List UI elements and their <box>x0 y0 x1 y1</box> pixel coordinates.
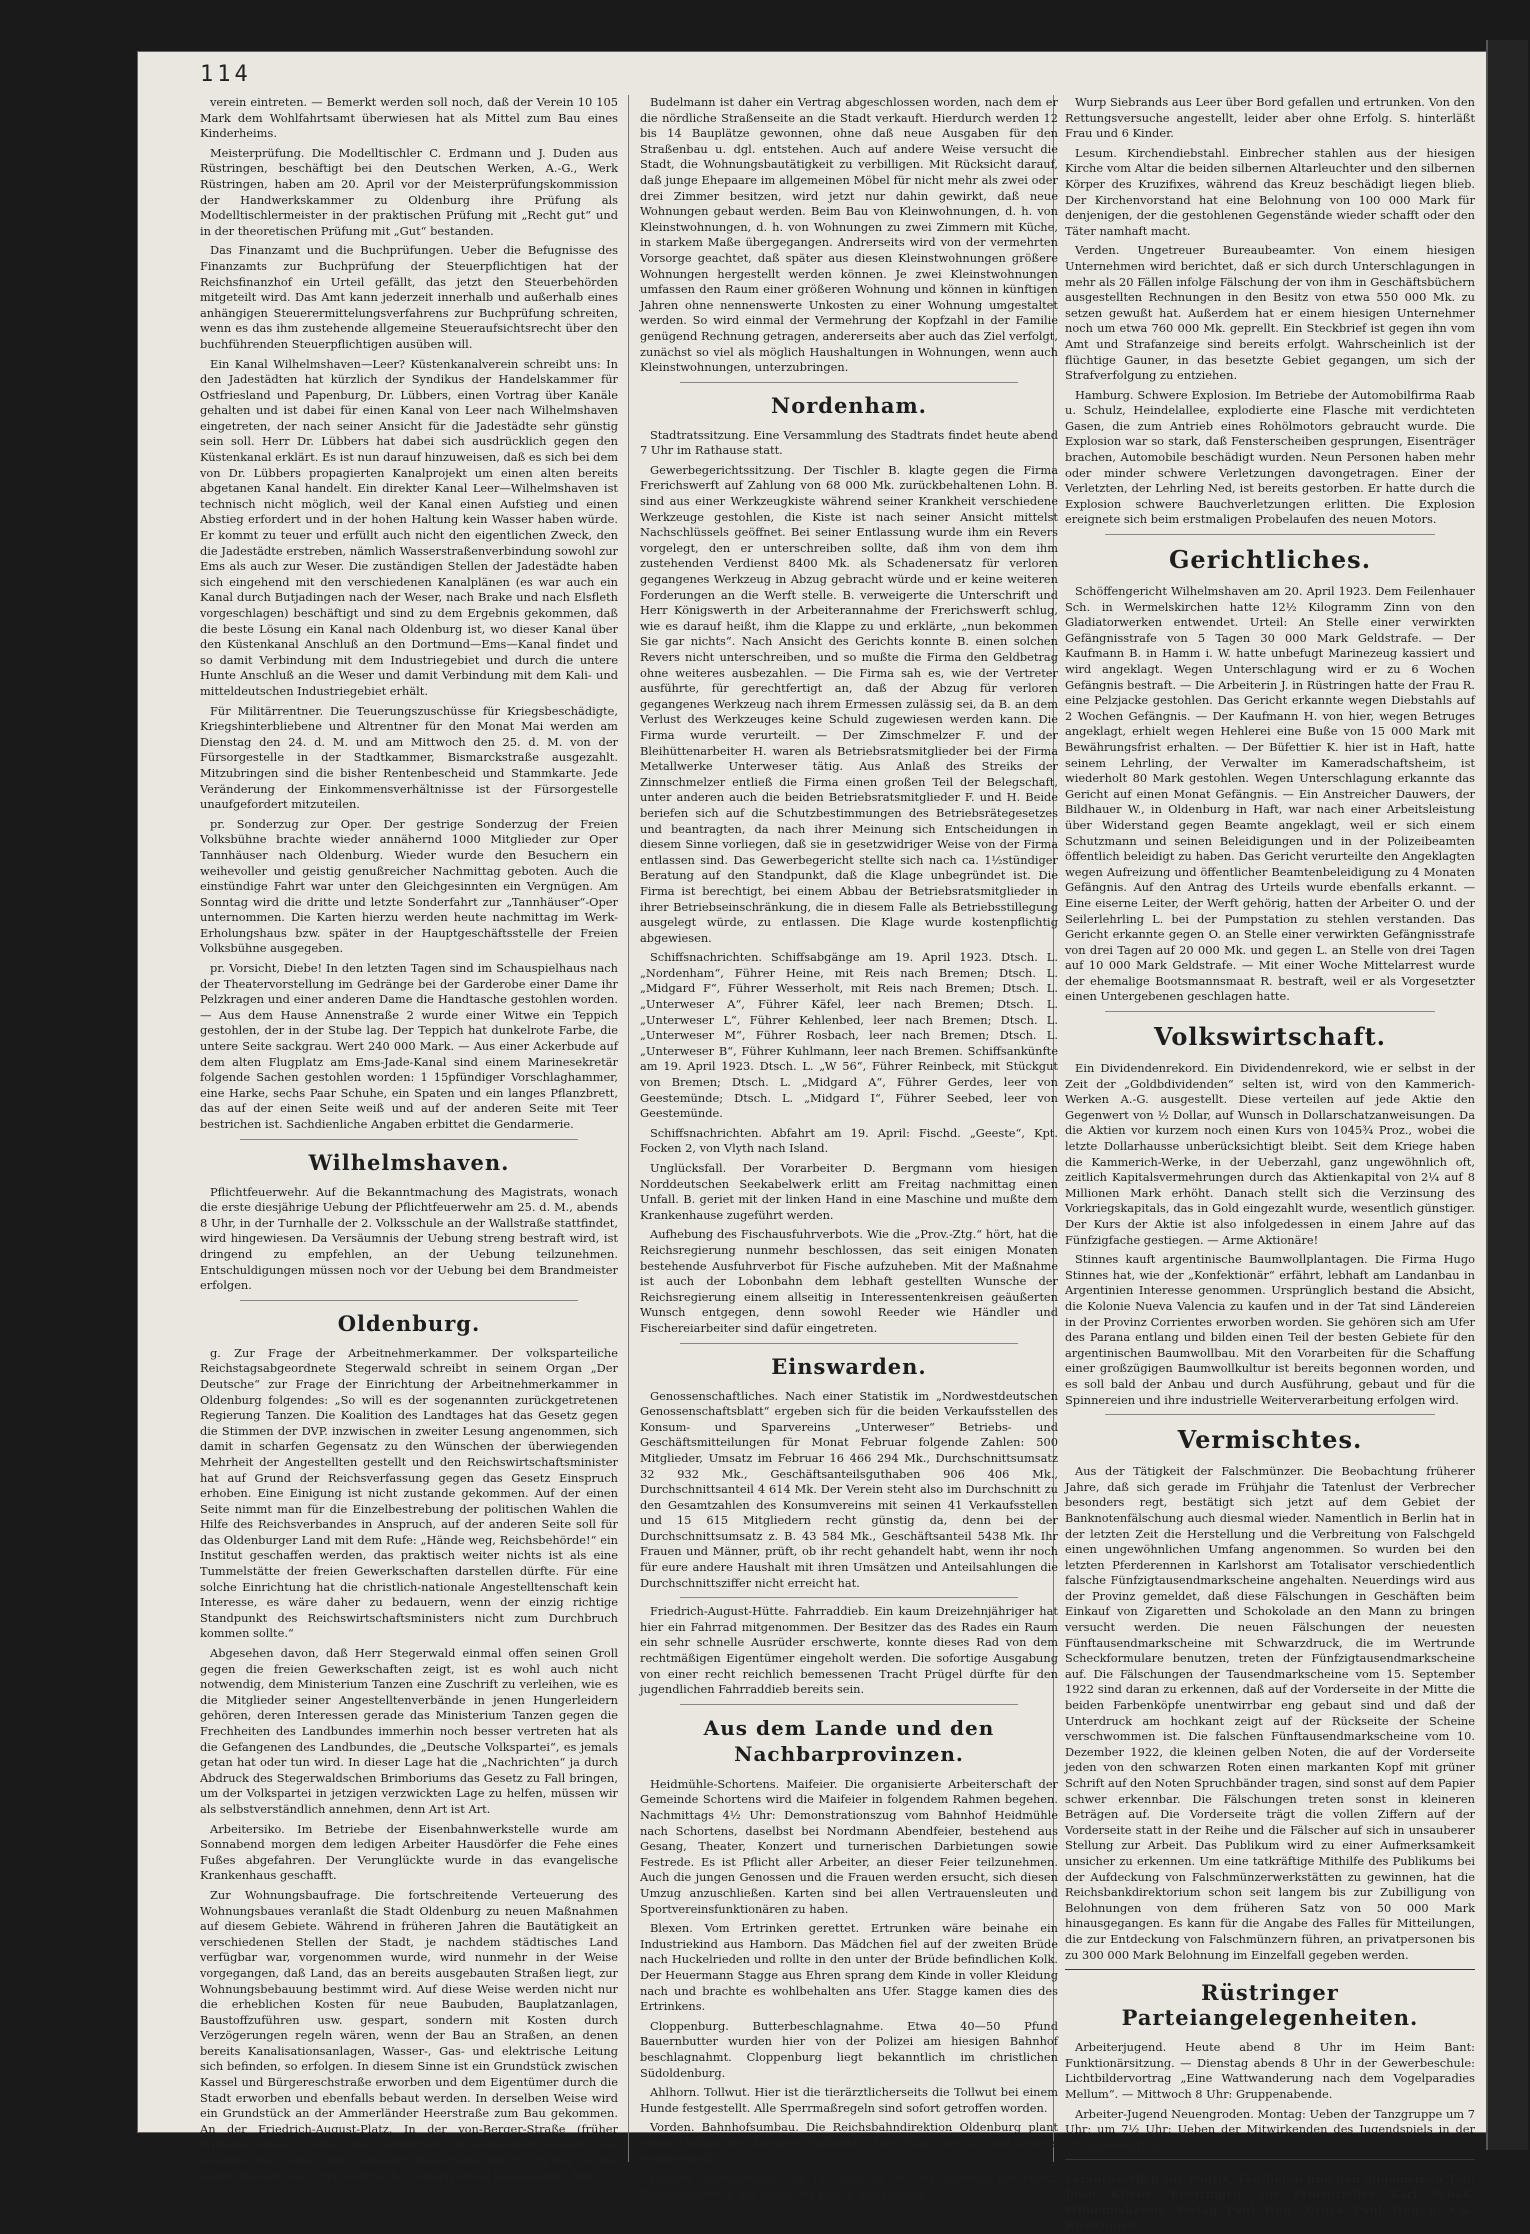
article-arbeitnehmerkammer: g. Zur Frage der Arbeitnehmerkammer. Der volksparteiliche Reichstagsabgeordnete Stegerwald schreibt in seinem Organ „Der Deutsche“ zur Frage der Einrichtung der Arbeitnehmerkammer in Oldenburg folgendes: „So will es der sogenannten zurückgetretenen Regierung Tanzen. Die Koalition des Landtages hat das Gesetz gegen die Stimmen der DVP. inzwischen in zweiter Lesung angenommen, sich damit in scharfen Gegensatz zu den Wünschen der überwiegenden Mehrheit der Angestellten gestellt und den Reichswirtschaftsminister hat auf Grund der Reichsverfassung gegen das Gesetz Einspruch erhoben. Eine Einigung ist nicht zustande gekommen. Auf der einen Seite nimmt man für die Einzelbestrebung der politischen Wahlen die Hilfe des Reichsverbandes in Anspruch, auf der anderen Seite soll für das Oldenburger Land mit dem Rufe: „Hände weg, Reichsbehörde!“ ein Institut geschaffen werden, das praktisch weiter nichts ist als eine Tummelstätte der freien Gewerkschaften darstellen dürfte. Für eine solche Einrichtung hat die christlich-nationale Angestelltenschaft kein Interesse, es wäre daher zu bedauern, wenn der einzig richtige Standpunkt des Reichswirtschaftsministers nicht zum Durchbruch kommen sollte.“ <box>200 1345 618 1641</box>
column-1 <box>200 95 618 2182</box>
article-verden: Verden. Ungetreuer Bureaubeamter. Von einem hiesigen Unternehmen wird berichtet, daß er sich durch Unterschlagungen in mehr als 20 Fällen infolge Fälschung der von ihm in Geschäftsbüchern ausgestellten Rechnungen in den Besitz von etwa 550 000 Mk. zu setzen gewußt hat. Außerdem hat er einem hiesigen Unternehmer noch um etwa 760 000 Mk. geprellt. Ein Steckbrief ist gegen ihn vom Amt und Strafanzeige sind bereits erfolgt. Wahrscheinlich ist der flüchtige Gauner, in das besetzte Gebiet gegangen, um sich der Strafverfolgung zu entziehen. <box>1065 243 1475 383</box>
heading-nordenham: Nordenham. <box>771 392 927 418</box>
article-militaerrentner: Für Militärrentner. Die Teuerungszuschüsse für Kriegsbeschädigte, Kriegshinterbliebene und Altrentner für den Monat Mai werden am Dienstag den 24. d. M. und am Mittwoch den 25. d. M. von der Fürsorgestelle in der Stadtkammer, Bismarckstraße ausgezahlt. Mitzubringen sind die bisher Rentenbescheid und Stammkarte. Jede Veränderung der Einkommensverhältnisse ist der Fürsorgestelle unaufgefordert mitzuteilen. <box>200 703 618 812</box>
article-neuengroden: Arbeiter-Jugend Neuengroden. Montag: Ueben der Tanzgruppe um 7 Uhr; um 7½ Uhr: Ueben der Mitwirkenden des Jugendspiels in der „Nordseestation“. <box>1065 2106 1475 2152</box>
separator <box>240 1300 578 1301</box>
heading-parteiangelegenheiten: Rüstringer Parteiangelegenheiten. <box>1121 1980 1419 2031</box>
heading-einswarden: Einswarden. <box>771 1353 927 1379</box>
article-schiffsnachrichten: Schiffsnachrichten. Schiffsabgänge am 19. April 1923. Dtsch. L. „Nordenham“, Führer Heine, mit Reis nach Bremen; Dtsch. L. „Midgard F“, Führer Wesserholt, mit Reis nach Bremen; Dtsch. L. „Unterweser A“, Führer Käfel, leer nach Bremen; Dtsch. L. „Unterweser L“, Führer Kehlenbed, leer nach Bremen; Dtsch. L. „Unterweser M“, Führer Rosbach, leer nach Bremen; Dtsch. L. „Unterweser B“, Führer Kuhlmann, leer nach Bremen. Schiffsankünfte am 19. April 1923. Dtsch. L. „W 56“, Führer Reinbeck, mit Stückgut von Bremen; Dtsch. L. „Midgard A“, Führer Gerdes, leer von Geestemünde; Dtsch. L. „Midgard I“, Führer Seebed, leer von Geestemünde. <box>640 950 1058 1121</box>
article-finanzamt: Das Finanzamt und die Buchprüfungen. Ueber die Befugnisse des Finanzamts zur Buchprüfung der Steuerpflichtigen hat der Reichsfinanzhof ein Urteil gefällt, das jetzt den Steuerbehörden mitgeteilt wird. Das Amt kann jederzeit innerhalb und außerhalb eines anhängigen Steuerermittelungsverfahrens zur Buchprüfung schreiten, wenn es das ihm zustehende allgemeine Steueraufsichtsrecht über den buchführenden Steuerpflichtigen ausüben will. <box>200 243 618 351</box>
article-verein: verein eintreten. — Bemerkt werden soll noch, daß der Verein 10 105 Mark dem Wohlfahrtsamt überwiesen hat als Mittel zum Bau eines Kinderheims. <box>200 95 618 141</box>
heading-vermischtes: Vermischtes. <box>1177 1425 1363 1455</box>
article-meisterpruefung: Meisterprüfung. Die Modelltischler C. Erdmann und J. Duden aus Rüstringen, beschäftigt bei den Deutschen Werken, A.-G., Werk Rüstringen, haben am 20. April vor der Meisterprüfungskommission der Handwerkskammer zu Oldenburg ihre Prüfung als Modelltischlermeister in der praktischen Prüfung mit „Recht gut“ und in der theoretischen Prüfung mit „Gut“ bestanden. <box>200 145 618 238</box>
article-kanal: Ein Kanal Wilhelmshaven—Leer? Küstenkanalverein schreibt uns: In den Jadestädten hat kürzlich der Syndikus der Handelskammer für Ostfriesland und Papenburg, Dr. Lübbers, einen Vortrag über Kanäle gehalten und ist dabei für einen Kanal von Leer nach Wilhelmshaven eingetreten, der nach seiner Ansicht für die Jadestädte sehr günstig sein soll. Herr Dr. Lübbers hat dabei sich ausdrücklich gegen den Küstenkanal erklärt. Es ist nun darauf hinzuweisen, daß es sich bei dem von Dr. Lübbers propagierten Kanalprojekt um einen alten bereits abgetanen Kanal handelt. Ein direkter Kanal Leer—Wilhelmshaven ist technisch nicht möglich, weil der Kanal einen Aufstieg und einen Abstieg erfordert und in der hohen Haltung kein Wasser haben würde. Er kommt zu teuer und erfüllt auch nicht den eigentlichen Zweck, den die Jadestädte erstreben, nämlich Wasserstraßenverbindung sowohl zur Ems als auch zur Weser. Die zuständigen Stellen der Jadestädte haben sich eingehend mit den verschiedenen Kanalplänen (es war auch ein Kanal durch Butjadingen nach der Weser, nach Brake und nach Elsfleth vorgeschlagen) beschäftigt und sind zu dem Ergebnis gekommen, daß die beste Lösung ein Kanal nach Oldenburg ist, wo dieser Kanal über den Küstenkanal Anschluß an den Dortmund—Ems—Kanal findet und so damit Verbindung mit dem Industriegebiet und durch die untere Hunte Anschluß an die Weser und damit Verbindung mit dem Kali- und mitteldeutschen Industriegebiet erhält. <box>200 356 618 698</box>
separator <box>680 1597 1018 1598</box>
article-stinnes: Stinnes kauft argentinische Baumwollplantagen. Die Firma Hugo Stinnes hat, wie der „Konfektionär“ erfährt, lebhaft am Landanbau in Argentinien Interesse genommen. Ursprünglich bestand die Absicht, die Kolonie Nueva Valencia zu kaufen und in der Tat sind Ländereien in der Provinz Corrientes erworben worden. Sie gehören sich am Ufer des Parana entlang und bilden einen Teil der besten Gebiete für den argentinischen Baumwollbau. Mit den Vorarbeiten für die Schaffung einer großzügigen Baumwollkultur ist bereits begonnen worden, und es soll bald der Anbau und durch Ausführung, gebaut und für die Spinnereien und ihre industrielle Weiterverarbeitung erfolgen wird. <box>1065 1252 1475 1407</box>
article-cloppenburg: Cloppenburg. Butterbeschlagnahme. Etwa 40—50 Pfund Bauernbutter wurden hier von der Polizei am hiesigen Bahnhof beschlagnahmt. Cloppenburg liegt bekanntlich im christlichen Südoldenburg. <box>640 2018 1058 2080</box>
separator <box>1105 1011 1435 1012</box>
separator <box>680 1343 1018 1344</box>
article-siebrands: Wurp Siebrands aus Leer über Bord gefallen und ertrunken. Von den Rettungsversuche angestellt, leider aber ohne Erfolg. S. hinterläßt Frau und 6 Kinder. <box>1065 95 1475 141</box>
heading-gerichtliches: Gerichtliches. <box>1168 545 1372 575</box>
separator <box>680 1704 1018 1705</box>
separator <box>240 1139 578 1140</box>
article-ungluecksfall: Unglücksfall. Der Vorarbeiter D. Bergmann vom hiesigen Norddeutschen Seekabelwerk erlitt am Freitag nachmittag einen Unfall. B. geriet mit der linken Hand in eine Maschine und mußte dem Krankenhause zugeführt werden. <box>640 1161 1058 1222</box>
heading-wilhelmshaven: Wilhelmshaven. <box>308 1149 510 1175</box>
article-dividendenrekord: Ein Dividendenrekord. Ein Dividendenrekord, wie er selbst in der Zeit der „Goldbdividenden“ selten ist, wird von den Kammerich-Werken A.-G. ausgestellt. Diese verteilen auf jede Aktie den Gegenwert von ½ Dollar, auf Wunsch in Dollarschatzanweisungen. Da die Aktien vor kurzem noch einen Kurs von 1045¾ Proz., wobei die letzte Dollarhausse unberücksichtigt bleibt. Seit dem Kriege haben die Kammerich-Werke, in der Ueberzahl, ganz ungewöhnlich oft, zeitlich Kapitalsvermehrungen durch das Aktienkapital von 2¼ auf 8 Millionen Mark erhöht. Danach stellt sich die Verzinsung des Vorkriegskapitals, das in Gold eingezahlt wurde, wesentlich günstiger. Der Kurs der Aktie ist also infolgedessen in einem Jahre auf das Fünfzigfache gestiegen. — Arme Aktionäre! <box>1065 1061 1475 1247</box>
heading-oldenburg: Oldenburg. <box>337 1310 481 1336</box>
separator <box>1105 1414 1435 1415</box>
article-wohnungsbau: Zur Wohnungsbaufrage. Die fortschreitende Verteuerung des Wohnungsbaues veranlaßt die Stadt Oldenburg zu neuen Maßnahmen auf diesem Gebiete. Während in früheren Jahren die Bautätigkeit an verschiedenen Stellen der Stadt, je nachdem städtisches Land verfügbar war, vorgenommen wurde, wird nunmehr in der Weise vorgegangen, daß Land, das an bereits ausgebauten Straßen liegt, zur Wohnungsbebauung bestimmt wird. Auf diese Weise werden nicht nur die erheblichen Kosten für neue Baubuden, Bauplatzanlagen, Baustoffzuführen usw. gespart, sondern mit Kosten durch Verzögerungen regeln wären, wenn der Bau an Straßen, an denen bereits Kanalisationsanlagen, Wasser-, Gas- und elektrische Leitung sich befinden, so erfolgen. In diesem Sinne ist ein Grundstück zwischen Kassel und Bürgereschstraße erworben und dem Eigentümer durch die Stadt erworben und ebenfalls bebaut werden. In derselben Weise wird ein Grundstück an der Ammerländer Heerstraße zum Bau gekommen. An der Friedrich-August-Platz. In der von-Berger-Straße (früher Wilhelm-Straße) sollen die nördlichen Straßenseiten bebaut, die Gelände, die bisher dem Landwirt Budelmann gehört. In der Straße liegen Wasser, Gas- und elektrische Leitung sowie Kanalisation. Mit <box>200 1887 618 2183</box>
article-budelmann: Budelmann ist daher ein Vertrag abgeschlossen worden, nach dem er die nördliche Straßenseite an die Stadt verkauft. Hierdurch werden 12 bis 14 Bauplätze gewonnen, ohne daß neue Ausgaben für den Straßenbau u. dgl. entstehen. Auch auf andere Weise versucht die Stadt, die Wohnungsbautätigkeit zu verbilligen. Mit Rücksicht darauf, daß junge Ehepaare im allgemeinen Möbel für nicht mehr als zwei oder drei Zimmer besitzen, wird jetzt nur dahin gewirkt, daß neue Wohnungen gebaut werden. Beim Bau von Kleinwohnungen, d. h. von Kleinstwohnungen, d. h. von Wohnungen zu zwei Zimmern mit Küche, in starkem Maße übergegangen. Andrerseits wird von der vermehrten Vorsorge geachtet, daß später aus diesen Kleinstwohnungen größere Wohnungen hergestellt werden können. Je zwei Kleinstwohnungen umfassen den Raum einer größeren Wohnung und können in künftigen Jahren ohne nennenswerte Unkosten zu einer Wohnung umgestaltet werden. So wird einmal der Vermehrung der Kopfzahl in der Familie genügend Rechnung getragen, andererseits aber auch das Ziel verfolgt, zunächst so viel als möglich Haushaltungen in Wohnungen, wenn auch Kleinstwohnungen, unterzubringen. <box>640 95 1058 375</box>
article-hamburg: Hamburg. Schwere Explosion. Im Betriebe der Automobilfirma Raab u. Schulz, Heindelallee, explodierte eine Flasche mit verdichteten Gasen, die zum Antrieb eines Rohölmotors gebraucht wurde. Die Explosion war so stark, daß Fensterscheiben gesprungen, Eisenträger brachen, Automobile beschädigt wurden. Neun Personen haben mehr oder minder schwere Verletzungen davongetragen. Einer der Verletzten, der Lehrling Ned, ist bereits gestorben. Er hatte durch die Explosion schwere Bauchverletzungen erlitten. Die Explosion ereignete sich beim erstmaligen Probelaufen des neuen Motors. <box>1065 387 1475 527</box>
separator <box>1105 534 1435 535</box>
article-schoeffengericht: Schöffengericht Wilhelmshaven am 20. April 1923. Dem Feilenhauer Sch. in Wermelskirchen hatte 12½ Kilogramm Zinn von den Gladiatorwerken entwendet. Urteil: An Stelle einer verwirkten Gefängnisstrafe von 5 Tagen 30 000 Mark Geldstrafe. — Der Kaufmann B. in Hamm i. W. hatte unbefugt Marinezeug kassiert und wird angeklagt. Wegen Unterschlagung wird er zu 6 Wochen Gefängnis bestraft. — Die Arbeiterin J. in Rüstringen hatte der Frau R. eine Pelzjacke gestohlen. Das Gericht erkannte wegen Diebstahls auf 2 Wochen Gefängnis. — Der Kaufmann H. von hier, wegen Betruges angeklagt, erhielt wegen Hehlerei eine Buße von 15 000 Mark mit Bewährungsfrist erhalten. — Der Büfettier K. hier ist in Haft, hatte seinem Lehrling, der Verwalter im Kameradschaftsheim, ist wiederholt 80 Mark gestohlen. Wegen Unterschlagung erkannte das Gericht auf einen Monat Gefängnis. — Ein Anstreicher Dauwers, der Bildhauer W., in Oldenburg in Haft, war nach einer Arbeitsleistung über Widerstand gegen Beamte angeklagt, weil er sich einem Schutzmann und seinen Beleidigungen und in der Polizeibeamten öffentlich beleidigt zu haben. Das Gericht verurteilte den Angeklagten wegen Aufreizung und öffentlicher Beamtenbeleidigung zu 4 Monaten Gefängnis. Auf den Antrag des Urteils wurde ebenfalls erkannt. — Eine eiserne Leiter, der Werft gehörig, hatten der Arbeiter O. und der Seilerlehrling L. bei der Pumpstation zu stehlen verstanden. Das Gericht erkannte gegen O. an Stelle einer verwirkten Gefängnisstrafe von drei Tagen auf 20 000 Mk. und gegen L. an Stelle von drei Tagen auf 10 000 Mark Geldstrafe. — Mit einer Woche Mittelarrest wurde der ehemalige Bootsmannsmaat R. bestraft, weil er als Vorgesetzter einen Untergebenen geschlagen hatte. <box>1065 584 1475 1004</box>
book-binding <box>1486 40 1528 2150</box>
article-genossenschaft: Genossenschaftliches. Nach einer Statistik im „Nordwestdeutschen Genossenschaftsblatt“ ergeben sich für die beiden Verkaufsstellen des Konsum- und Sparvereins „Unterweser“ Betriebs- und Geschäftsmitteilungen für Monat Februar folgende Zahlen: 500 Mitglieder, Umsatz im Februar 16 466 294 Mk., Durchschnittsumsatz 32 932 Mk., Geschäftsanteilsguthaben 906 406 Mk., Durchschnittsanteil 4 614 Mk. Der Verein steht also im Durchschnitt zu den Gesamtzahlen des Konsumvereins mit seinen 41 Verkaufsstellen und 15 615 Mitgliedern recht günstig da, denn bei der Durchschnittsumsatz z. B. 43 584 Mk., Geschäftsanteil 5438 Mk. Ihr Frauen und Männer, prüft, ob ihr recht gehandelt habt, wenn ihr noch für eure andere Haushalt mit ihren Umsätzen und Anteilsahlungen die Durchschnittsziffer nicht erreicht hat. <box>640 1388 1058 1590</box>
article-sonderzug: pr. Sonderzug zur Oper. Der gestrige Sonderzug der Freien Volksbühne brachte wieder annähernd 1000 Mitglieder zur Oper Tannhäuser nach Oldenburg. Wieder wurde den Besuchern ein weihevoller und geistig genußreicher Nachmittag geboten. Auch die einstündige Fahrt war unter den Gleichgesinnten ein Vergnügen. Am Sonntag wird die dritte und letzte Sonderfahrt zur „Tannhäuser“-Oper unternommen. Die Karten hierzu werden heute nachmittag im Werk-Erholungshaus bzw. später in der Hauptgeschäftsstelle der Freien Volksbühne ausgegeben. <box>200 816 618 956</box>
imprint: Verantwortlich für Politik, Feuilleton und den allgemeinen Teil: Josef Kliche, Rüstringen, für Provinzielles Karl Schaß, Wilhelmshaven. Verlag Paul Hug, Druck Paul Hug u. Co., Rüstringen. <box>1065 2171 1475 2233</box>
article-lesum: Lesum. Kirchendiebstahl. Einbrecher stahlen aus der hiesigen Kirche vom Altar die beiden silbernen Altarleuchter und den silbernen Körper des Kruzifixes, während das Kreuz beschädigt liegen blieb. Der Kirchenvorstand hat eine Belohnung von 100 000 Mark für denjenigen, der die gestohlenen Gegenstände wieder schafft oder den Täter namhaft macht. <box>1065 145 1475 238</box>
heading-lande-provinzen: Aus dem Lande und den Nachbarprovinzen. <box>703 1715 995 1766</box>
article-falschmuenzer: Aus der Tätigkeit der Falschmünzer. Die Beobachtung früherer Jahre, daß sich gerade im Frühjahr die Tatenlust der Verbrecher besonders regt, bestätigt sich jetzt auf dem Gebiet der Banknotenfälschung auch diesmal wieder. Namentlich in Berlin hat in der letzten Zeit die Herstellung und die Verbreitung von Falschgeld einen ungewöhnlichen Umfang angenommen. So wurden bei den letzten Pferderennen in Karlshorst am Totalisator verschiedentlich falsche Fünfzigtausendmarkscheine angehalten. Neuerdings wird aus der Provinz gemeldet, daß diese Fälschungen in Geschäften beim Einkauf von Zigaretten und Schokolade an den Mann zu bringen versucht werden. Die neuen Fälschungen der neuesten Fünftausendmarkscheine mit Schwarzdruck, die im Wertrunde Scheckformulare benutzen, treten der Fünfzigtausendmarkscheine auf. Die Fälschungen der Tausendmarkscheine vom 15. September 1922 sind daran zu erkennen, daß auf der Vorderseite in der Mitte die beiden Farbenköpfe unentwirrbar eng gebaut sind und daß der Unterdruck am hochkant zeigt auf der Rückseite der Scheine verschwommen ist. Die falschen Fünftausendmarkscheine vom 10. Dezember 1922, die kleinen gelben Noten, die auf der Vorderseite jeden von den schwarzen Roten einen markanten Kopf mit grüner Schrift auf den Noten Spruchbänder tragen, sind sonst auf dem Papier schwer erkennbar. Die Fälschungen treten sonst in kleineren Beträgen auf. Die Vorderseite trägt die vollen Ziffern auf der Vorderseite statt in der Reihe und die Fälscher auf sich in unsauberer Stellung zur Arbeit. Das Publikum wird zu einer Aufmerksamkeit unsicher zu erkennen. Um eine tatkräftige Mithilfe des Publikums bei der Aufdeckung von Falschmünzerwerkstätten zu gewinnen, hat die Reichsbankdirektorium schon seit langem bis zur Zubilligung von Belohnungen von dem früheren Satz von 50 000 Mark hinausgegangen. Es kann für die Angabe des Falles für Mitteilungen, die zur Entdeckung von Falschmünzern führen, an privatpersonen bis zu 300 000 Mark Belohnung im Einzelfall gegeben werden. <box>1065 1464 1475 1962</box>
article-gewerbegericht: Gewerbegerichtssitzung. Der Tischler B. klagte gegen die Firma Frerichswerft auf Zahlung von 68 000 Mk. zurückbehaltenen Lohn. B. sind aus einer Werkzeugkiste während seiner Krankheit verschiedene Werkzeuge gestohlen, die Kiste ist nach seiner Ansicht mittelst Nachschlüssels geöffnet. Bei seiner Entlassung wurde ihm ein Revers vorgelegt, den er unterschreiben sollte, daß ihm von dem ihm zustehenden Verdienst 8400 Mk. als Schadenersatz für verloren gegangenes Werkzeug in Abzug gebracht würde und er keine weiteren Forderungen an die Werft stelle. B. verweigerte die Unterschrift und Herr Königswerth in der Arbeiterannahme der Frerichswerft schlug, wie es darauf heißt, ihm die Klappe zu und erklärte, „nun bekommen Sie gar nichts“. Nach Ansicht des Gerichts konnte B. einen solchen Revers nicht unterschreiben, und so mußte die Firma den Geldbetrag ohne weiteres ausbezahlen. — Die Firma sah es, wie der Vertreter ausführte, für gerechtfertigt an, daß der Abzug für verloren gegangenes Werkzeug nach ihrem Ermessen zulässig sei, da B. an dem Verlust des Werkzeuges keine Schuld zugewiesen werden kann. Die Firma wurde verurteilt. — Der Zimschmelzer F. und der Bleihüttenarbeiter H. waren als Betriebsratsmitglieder bei der Firma Metallwerke Unterweser tätig. Aus Anlaß des Streiks der Zinnschmelzer entließ die Firma einen großen Teil der Belegschaft, unter anderen auch die beiden Betriebsratsmitglieder F. und H. Beide beriefen sich auf die Schutzbestimmungen des Betriebsrätegesetzes und beantragten, da nach ihrer Meinung sich Entscheidungen in diesem Sinne vorliegen, daß sie in gesetzwidriger Weise von der Firma entlassen sind. Das Gewerbegericht stellte sich nach ca. 1½stündiger Beratung auf den Standpunkt, daß die Klage unbegründet ist. Die Firma ist berechtigt, bei einem Abbau der Betriebsratsmitglieder in ihrer Betriebseinschränkung, die in diesem Falle als Betriebsstillegung ausgelegt würde, zu entlassen. Die Klage wurde kostenpflichtig abgewiesen. <box>640 462 1058 945</box>
heading-volkswirtschaft: Volkswirtschaft. <box>1153 1022 1387 1052</box>
article-arbeiterjugend: Arbeiterjugend. Heute abend 8 Uhr im Heim Bant: Funktionärsitzung. — Dienstag abends 8 Uhr in der Gewerbeschule: Lichtbildervortrag „Eine Wattwanderung nach dem Vogelparadies Mellum“. — Mittwoch 8 Uhr: Gruppenabende. <box>1065 2040 1475 2101</box>
column-rule-1 <box>628 95 629 2162</box>
column-2 <box>640 95 1058 2201</box>
separator <box>1065 1969 1475 1970</box>
article-stegerwald: Abgesehen davon, daß Herr Stegerwald einmal offen seinen Groll gegen die freien Gewerkschaften zeigt, ist es wohl auch nicht notwendig, dem Ministerium Tanzen eine Zuschrift zu verleihen, wie es die Mitglieder seiner Angestelltenverbände in jenen Hungerleidern gehören, deren Interessen gerade das Ministerium Tanzen gegen die Frechheiten des Landbundes immerhin noch besser vertreten hat als die Gefangenen des Landbundes, die „Deutsche Volkspartei“, es jemals getan hat oder tun wird. In dieser Lage hat die „Nachrichten“ ja durch Abdruck des Stegerwaldschen Brimboriums das Gesetz zu Fall bringen, um der Volkspartei in jetzigen verzwickten Lage zu helfen, müssen wir als selbstverständlich annehmen, denn Art ist Art. <box>200 1646 618 1816</box>
article-emden: Emden. Seemannslos. Am 11. April ist bei der Ausreise mit einem Fischdampfer in der Nähe der Knock der Fischer <box>640 2171 1058 2201</box>
article-arbeitersiko: Arbeitersiko. Im Betriebe der Eisenbahnwerkstelle wurde am Sonnabend morgen dem ledigen Arbeiter Hausdörfer die Fehe eines Fußes abgefahren. Der Verunglückte wurde in das evangelische Krankenhaus geschafft. <box>200 1821 618 1883</box>
article-blexen: Blexen. Vom Ertrinken gerettet. Ertrunken wäre beinahe ein Industriekind aus Hamborn. Das Mädchen fiel auf der zweiten Brüde nach Huckelrieden und rollte in den unter der Brüde befindlichen Kolk. Der Heuermann Stagge aus Ehren sprang dem Kinde in voller Kleidung nach und brachte es wohlbehalten ans Ufer. Stagge kamen dies des Ertrinkens. <box>640 1921 1058 2014</box>
separator <box>680 382 1018 383</box>
article-diebe: pr. Vorsicht, Diebe! In den letzten Tagen sind im Schauspielhaus nach der Theatervorstellung im Gedränge bei der Garderobe einer Dame ihr Pelzkragen und einer anderen Dame die Handtasche gestohlen worden. — Aus dem Hause Annenstraße 2 wurde einer Witwe ein Teppich gestohlen, der in der Stube lag. Der Teppich hat dunkelrote Farbe, die untere Seite sackgrau. Wert 240 000 Mark. — Aus einer Ackerbude auf dem alten Flugplatz am Ems-Jade-Kanal sind einem Marinesekretär folgende Sachen gestohlen worden: 1 15pfündiger Vorschlaghammer, eine Harke, sechs Paar Schuhe, ein Spaten und ein langes Pflanzbrett, das auf der einen Seite weiß und auf der anderen Seite mit Teer bestrichen ist. Sachdienliche Angaben erbittet die Gendarmerie. <box>200 961 618 1131</box>
article-stadtrat: Stadtratssitzung. Eine Versammlung des Stadtrats findet heute abend 7 Uhr im Rathause statt. <box>640 427 1058 458</box>
article-fischausfuhr: Aufhebung des Fischausfuhrverbots. Wie die „Prov.-Ztg.“ hört, hat die Reichsregierung nunmehr beschlossen, das seit einigen Monaten bestehende Ausfuhrverbot für Fische aufzuheben. Mit der Maßnahme ist auch der Lobonbahn dem lebhaft gestellten Wunsche der Reichsregierung einem allseitig in Interessentenkreisen geäußerten Wunsch entgegen, denn sowohl Reeder wie Händler und Fischereiarbeiter sind dafür eingetreten. <box>640 1227 1058 1335</box>
article-ahlhorn: Ahlhorn. Tollwut. Hier ist die tierärztlicherseits die Tollwut bei einem Hunde festgestellt. Alle Sperrmaßregeln sind sofort getroffen worden. <box>640 2085 1058 2115</box>
separator <box>1065 2159 1475 2160</box>
page-number: 114 <box>200 62 252 87</box>
article-schiffsnachrichten-2: Schiffsnachrichten. Abfahrt am 19. April: Fischd. „Geeste“, Kpt. Focken 2, von Vlyth nach Island. <box>640 1125 1058 1156</box>
article-pflichtfeuerwehr: Pflichtfeuerwehr. Auf die Bekanntmachung des Magistrats, wonach die erste diesjährige Uebung der Pflichtfeuerwehr am 25. d. M., abends 8 Uhr, in der Turnhalle der 2. Volksschule an der Wallstraße stattfindet, wird hingewiesen. Da Versäumnis der Uebung streng bestraft wird, ist dringend zu empfehlen, an der Uebung teilzunehmen. Entschuldigungen müssen noch vor der Uebung bei dem Brandmeister erfolgen. <box>200 1184 618 1293</box>
article-maifeier: Heidmühle-Schortens. Maifeier. Die organisierte Arbeiterschaft der Gemeinde Schortens wird die Maifeier in folgendem Rahmen begehen. Nachmittags 4½ Uhr: Demonstrationszug vom Bahnhof Heidmühle nach Schortens, daselbst bei Nordmann Abendfeier, bestehend aus Gesang, Theater, Konzert und turnerischen Darbietungen sowie Festrede. Es ist Pflicht aller Arbeiter, an dieser Feier teilzunehmen. Auch die jungen Genossen und die Frauen werden ersucht, sich diesen Umzug anzuschließen. Karten sind bei allen Vertrauensleuten und Sportvereinsfunktionären zu haben. <box>640 1776 1058 1916</box>
article-fahrraddieb: Friedrich-August-Hütte. Fahrraddieb. Ein kaum Dreizehnjähriger hat hier ein Fahrrad mitgenommen. Der Besitzer das des Rades ein Raum ein sehr schnelle Ausrüder erschwerte, konnte dieses Rad von dem rechtmäßigen Eigentümer eingeholt werden. Die sofortige Ausgabung von einer recht reichlich bemessenen Tracht Prügel dürfte für den jugendlichen Fahrraddieb bereits sein. <box>640 1604 1058 1697</box>
column-3 <box>1065 95 1475 2233</box>
article-vorden: Vorden. Bahnhofsumbau. Die Reichsbahndirektion Oldenburg plant einen Umbau des hiesigen Bahnhofs. Die Pläne hierfür sind bereits fertiggestellt. <box>640 2120 1058 2166</box>
